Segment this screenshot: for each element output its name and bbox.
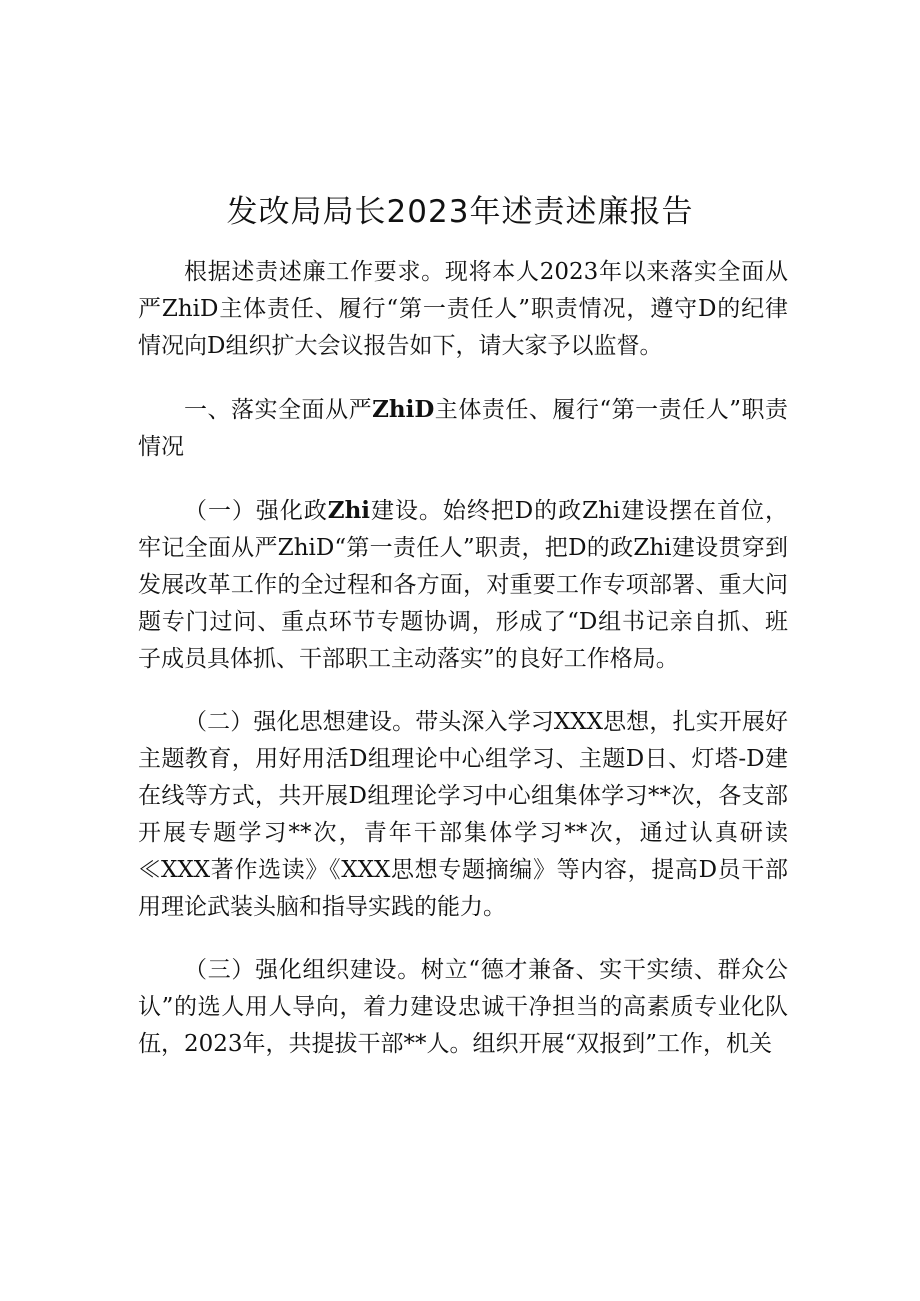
paragraph-1-text: 建设。始终把D的政Zhi建设摆在首位，牢记全面从严ZhiD“第一责任人”职责，把D的政Zhi建设贯穿到发展改革工作的全过程和各方面，对重要工作专项部署、重大问题专门过问、重点环节专题协调，形成了“D组书记亲自抓、班子成员具体抓、干部职工主动落实”的良好工作格局。 [138, 498, 788, 672]
document-title: 发改局局长2023年述责述廉报告 [226, 194, 694, 230]
paragraph-ideological-construction: （二）强化思想建设。带头深入学习XXX思想，扎实开展好主题教育，用好用活D组理论中心组学习、主题D日、灯塔-D建在线等方式，共开展D组理论学习中心组集体学习**次，各支部开展专题学习**次，青年干部集体学习**次，通过认真研读≪XXX著作选读》《XXX思想专题摘编》等内容，提高D员干部用理论武装头脑和指导实践的能力。 [138, 709, 788, 920]
paragraph-organizational-construction: （三）强化组织建设。树立“德才兼备、实干实绩、群众公认”的选人用人导向，着力建设忠诚干净担当的高素质专业化队伍，2023年，共提拔干部**人。组织开展“双报到”工作，机关 [138, 957, 788, 1057]
document-body [138, 254, 788, 1089]
section-heading-1-suffix: 主体责任、履行“第一责任人”职责情况 [138, 397, 788, 460]
paragraph-1-lead: （一）强化政 [184, 498, 328, 524]
paragraph-1-lead-bold: Zhi [327, 497, 371, 524]
paragraph-political-construction [138, 492, 788, 678]
section-heading-1-bold: ZhiD [372, 396, 435, 423]
intro-paragraph: 根据述责述廉工作要求。现将本人2023年以来落实全面从严ZhiD主体责任、履行“第一责任人”职责情况，遵守D的纪律情况向D组织扩大会议报告如下，请大家予以监督。 [138, 259, 788, 359]
section-heading-1 [138, 391, 788, 466]
section-heading-1-prefix: 一、落实全面从严 [184, 397, 373, 423]
